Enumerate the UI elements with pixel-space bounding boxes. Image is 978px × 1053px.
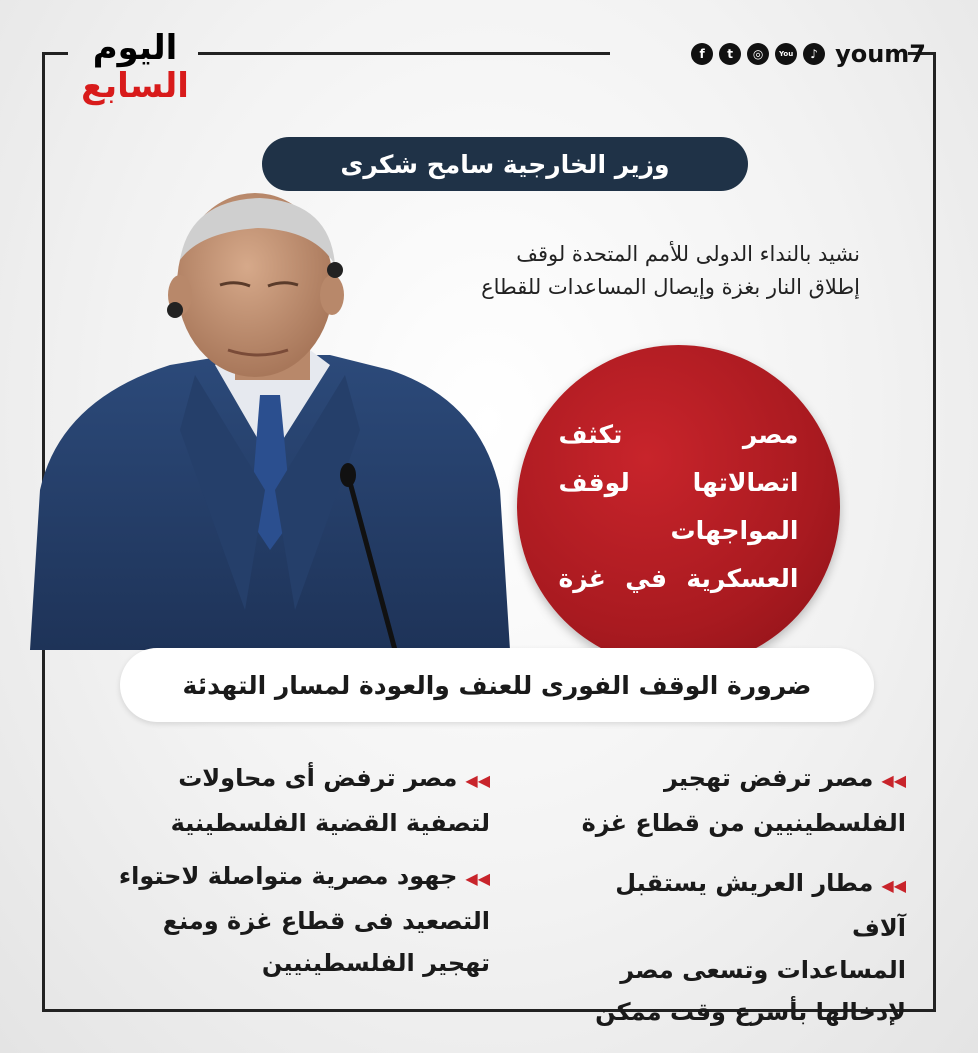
minister-photo xyxy=(30,190,510,650)
bullet-left-2: ◀◀جهود مصرية متواصلة لاحتواء التصعيد فى قطاع غزة ومنع تهجير الفلسطينيين xyxy=(118,862,490,977)
quote-line-1: نشيد بالنداء الدولى للأمم المتحدة لوقف xyxy=(516,242,860,266)
brand-name: youm7 xyxy=(835,40,926,68)
youtube-icon: You xyxy=(775,43,797,65)
bullet-left-1: ◀◀مصر ترفض أى محاولات لتصفية القضية الفلسطينية xyxy=(170,764,490,837)
logo-line-2: السابع xyxy=(81,66,189,106)
quote-line-2: إطلاق النار بغزة وإيصال المساعدات للقطاع xyxy=(481,275,860,299)
title-pill xyxy=(262,137,748,191)
tiktok-icon: ♪ xyxy=(803,43,825,65)
bullet-right-1: ◀◀مصر ترفض تهجير الفلسطينيين من قطاع غزة xyxy=(581,764,906,837)
bullet-right-2: ◀◀مطار العريش يستقبل آلاف المساعدات وتسعى مصر لإدخالها بأسرع وقت ممكن xyxy=(595,869,906,1026)
circle-text xyxy=(559,411,799,603)
circle-line-3: المواجهات xyxy=(670,515,799,545)
instagram-icon: ◎ xyxy=(747,43,769,65)
circle-line-1: مصر تكثف xyxy=(558,419,799,449)
page-title: وزير الخارجية سامح شكرى xyxy=(340,149,670,179)
banner-text: ضرورة الوقف الفورى للعنف والعودة لمسار التهدئة xyxy=(182,670,812,700)
youm7-logo xyxy=(80,30,190,106)
bullet-arrow-icon: ◀◀ xyxy=(881,771,906,790)
bullet-arrow-icon: ◀◀ xyxy=(465,869,490,888)
frame-right xyxy=(933,52,936,1012)
circle-line-4: العسكرية في غزة xyxy=(558,563,799,593)
facebook-icon: f xyxy=(691,43,713,65)
social-bar xyxy=(691,40,926,68)
frame-top-mid xyxy=(198,52,610,55)
logo-line-1: اليوم xyxy=(92,28,178,68)
circle-line-2: اتصالاتها لوقف xyxy=(558,467,799,497)
highlight-circle xyxy=(517,345,840,668)
bullet-arrow-icon: ◀◀ xyxy=(881,876,906,895)
twitter-icon: t xyxy=(719,43,741,65)
banner-pill xyxy=(120,648,874,722)
bullet-arrow-icon: ◀◀ xyxy=(465,771,490,790)
frame-top-left xyxy=(42,52,68,55)
